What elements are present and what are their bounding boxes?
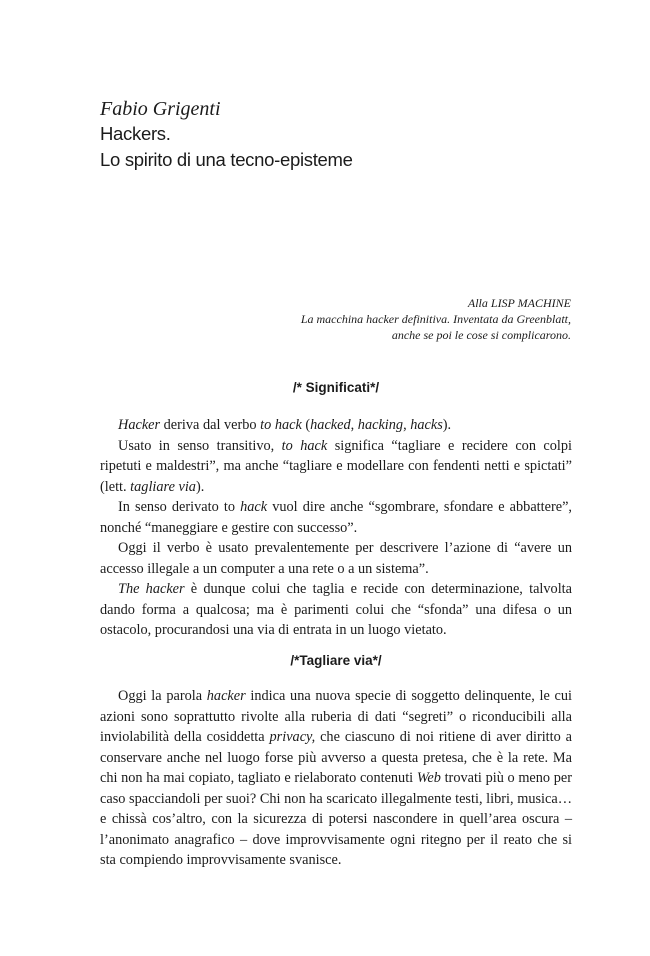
section-body-tagliare-via <box>100 686 572 871</box>
text-run: In senso derivato to <box>118 499 241 515</box>
paragraph <box>100 686 572 871</box>
text-run: Oggi la parola <box>118 688 207 704</box>
text-run: che ciascuno di noi ritiene di aver diritto a conservare anche nel luogo forse più avverso a questa pretesa, che è la rete. Ma chi non ha mai copiato, tagliato e rielaborato contenuti <box>100 729 573 786</box>
epigraph-line: Alla LISP MACHINE <box>467 296 571 310</box>
text-run: è dunque colui che taglia e recide con determinazione, talvolta dando forma a qualcosa; ma è parimenti colui che “sfonda” una difesa o un ostacolo, procurandosi una via di entrata in un luogo vietato. <box>100 581 572 638</box>
text-run: indica una nuova specie di soggetto delinquente, le cui azioni sono soprattutto rivolte alla ruberia di dati “segreti” o riconducibili alla inviolabilità della cosiddetta <box>100 688 572 745</box>
chapter-title-line-1: Hackers. <box>100 123 171 144</box>
italic-term: hacked <box>310 417 351 433</box>
author-name: Fabio Grigenti <box>100 98 221 120</box>
text-run: ( <box>301 417 311 433</box>
italic-term: to hack <box>281 437 328 454</box>
epigraph-line: La macchina hacker definitiva. Inventata da Greenblatt, <box>300 312 571 326</box>
chapter-title-line-2: Lo spirito di una tecno-episteme <box>100 149 353 170</box>
italic-term: The hacker <box>118 581 185 597</box>
epigraph-line: anche se poi le cose si complicarono. <box>391 328 571 342</box>
paragraph <box>100 579 572 641</box>
section-heading-significati: /* Significati*/ <box>292 380 380 395</box>
italic-term: to hack <box>260 417 302 433</box>
paragraph <box>100 497 572 538</box>
italic-term: hacking <box>357 417 404 433</box>
section-heading-tagliare-via: /*Tagliare via*/ <box>290 653 382 668</box>
text-run: , <box>403 417 411 433</box>
italic-term: hacks <box>410 417 443 433</box>
text-run: , <box>350 417 358 433</box>
epigraph <box>211 295 571 343</box>
text-run: deriva dal verbo <box>160 417 261 433</box>
italic-term: hack <box>240 499 268 515</box>
paragraph <box>100 436 572 498</box>
italic-term: privacy, <box>269 729 316 745</box>
text-run: Usato in senso transitivo, <box>118 437 282 454</box>
paragraph: Oggi il verbo è usato prevalentemente per descrivere l’azione di “avere un accesso illegale a un computer a una rete o a un sistema”. <box>100 540 572 577</box>
text-run: ). <box>195 478 205 495</box>
text-run: ). <box>442 417 452 433</box>
text-run: trovati più o meno per caso spacciandoli per suoi? Chi non ha scaricato illegalmente testi, libri, musica… e chissà cos’altro, con la sicurezza di potersi nascondere in quell’area oscura – l’anonimato anagrafico – dove improvvisamente ogni ritegno per il reato che si sta compiendo improvvisamente svanisce. <box>100 770 572 868</box>
italic-term: Web <box>416 770 441 786</box>
italic-term: tagliare via <box>130 478 196 495</box>
text-run: significa “tagliare e recidere con colpi ripetuti e maldestri”, ma anche “tagliare e modellare con fendenti netti e spictati” (lett. <box>100 437 573 495</box>
text-run: vuol dire anche “sgombrare, sfondare e abbattere”, nonché “maneggiare e gestire con successo”. <box>100 499 572 536</box>
italic-term: hacker <box>206 688 246 704</box>
italic-term: Hacker <box>118 417 161 433</box>
section-body-significati <box>100 415 572 641</box>
paragraph <box>100 415 572 436</box>
